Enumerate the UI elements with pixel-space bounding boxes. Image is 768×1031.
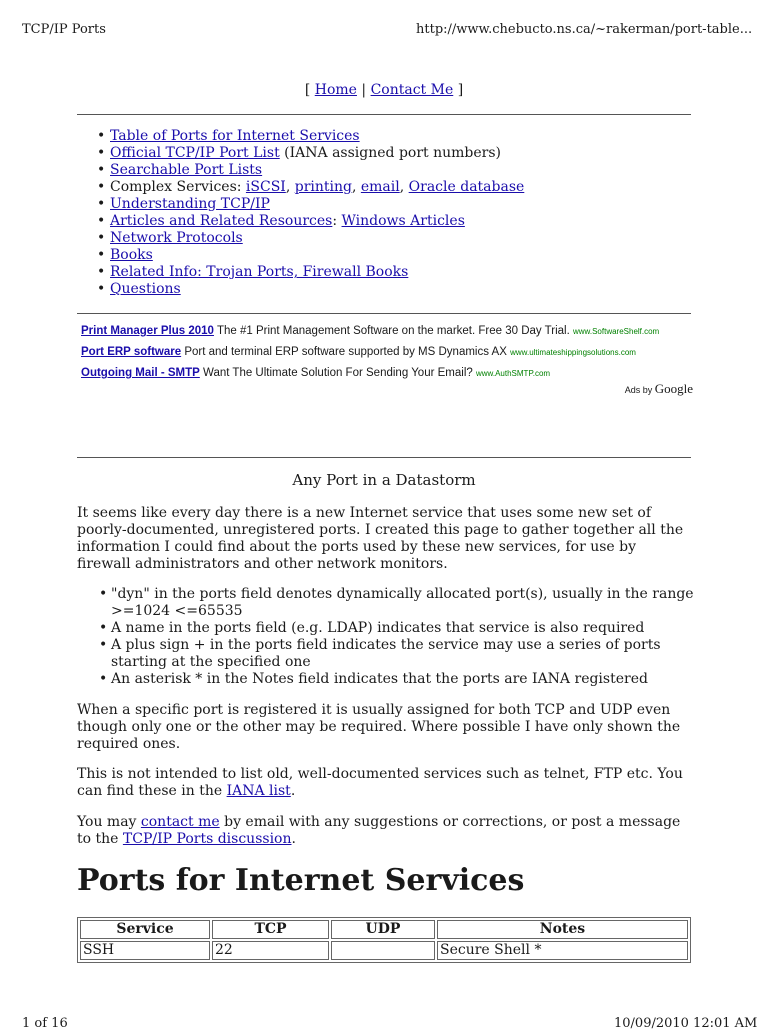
table-of-contents bbox=[94, 128, 524, 298]
toc-separator: , bbox=[399, 179, 409, 195]
ad-text: Port and terminal ERP software supported by MS Dynamics AX bbox=[181, 346, 511, 358]
contact-text: by email with any suggestions or corrections, or post a message to the bbox=[77, 814, 681, 847]
ad-title-link[interactable]: Outgoing Mail - SMTP bbox=[81, 367, 200, 379]
column-header-service: Service bbox=[80, 920, 210, 939]
toc-separator: : bbox=[332, 213, 342, 229]
toc-articles-link[interactable]: Articles and Related Resources bbox=[110, 213, 333, 229]
list-item: • A plus sign + in the ports field indicates the service may use a series of ports starting at the specified one bbox=[111, 637, 711, 671]
google-logo: Google bbox=[654, 381, 693, 396]
toc-separator: , bbox=[351, 179, 361, 195]
toc-iscsi-link[interactable]: iSCSI bbox=[245, 179, 286, 195]
old-services-paragraph bbox=[77, 766, 693, 800]
list-item bbox=[110, 281, 524, 298]
cell-service: SSH bbox=[80, 941, 210, 960]
nav-separator: | bbox=[361, 82, 367, 98]
list-item bbox=[110, 264, 524, 281]
ads-by-google[interactable] bbox=[625, 381, 693, 397]
toc-searchable-lists-link[interactable]: Searchable Port Lists bbox=[110, 162, 263, 178]
toc-official-port-list-link[interactable]: Official TCP/IP Port List bbox=[110, 145, 280, 161]
ad-text: The #1 Print Management Software on the market. Free 30 Day Trial. bbox=[213, 325, 573, 337]
nav-close-bracket: ] bbox=[457, 82, 464, 98]
ad-url-link[interactable]: www.SoftwareShelf.com bbox=[572, 327, 660, 336]
contact-me-link[interactable]: Contact Me bbox=[370, 82, 454, 98]
list-item: • A name in the ports field (e.g. LDAP) indicates that service is also required bbox=[111, 620, 711, 637]
top-nav bbox=[0, 82, 768, 98]
notes-list bbox=[99, 586, 711, 688]
divider-main bbox=[77, 457, 691, 458]
cell-tcp: 22 bbox=[212, 941, 329, 960]
toc-separator: , bbox=[285, 179, 295, 195]
toc-books-link[interactable]: Books bbox=[110, 247, 153, 263]
list-item bbox=[110, 128, 524, 145]
ad-block bbox=[81, 323, 693, 386]
ad-row bbox=[81, 323, 693, 344]
divider-top bbox=[77, 114, 691, 115]
list-item bbox=[110, 230, 524, 247]
nav-open-bracket: [ bbox=[304, 82, 311, 98]
toc-ports-table-link[interactable]: Table of Ports for Internet Services bbox=[110, 128, 360, 144]
home-link[interactable]: Home bbox=[314, 82, 357, 98]
page-heading: Ports for Internet Services bbox=[77, 863, 525, 898]
ports-table bbox=[77, 917, 691, 963]
iana-list-link[interactable]: IANA list bbox=[226, 783, 291, 799]
toc-understanding-tcpip-link[interactable]: Understanding TCP/IP bbox=[110, 196, 270, 212]
list-item bbox=[110, 145, 524, 162]
ad-url-link[interactable]: www.ultimateshippingsolutions.com bbox=[510, 348, 636, 357]
toc-oracle-link[interactable]: Oracle database bbox=[408, 179, 525, 195]
list-item: • An asterisk * in the Notes field indicates that the ports are IANA registered bbox=[111, 671, 711, 688]
toc-complex-services-label: Complex Services: bbox=[110, 179, 246, 195]
intro-paragraph: It seems like every day there is a new Internet service that uses some new set of poorly-documented, unregistered ports. I created this page to gather together all the information I could find about the ports used by these new services, for use by firewall administrators and other network monitors. bbox=[77, 505, 684, 572]
toc-questions-link[interactable]: Questions bbox=[110, 281, 181, 297]
contact-paragraph bbox=[77, 814, 693, 848]
section-title: Any Port in a Datastorm bbox=[292, 471, 476, 489]
contact-text: You may bbox=[77, 814, 141, 830]
period: . bbox=[291, 831, 296, 847]
ad-title-link[interactable]: Port ERP software bbox=[81, 346, 182, 358]
toc-email-link[interactable]: email bbox=[360, 179, 400, 195]
toc-printing-link[interactable]: printing bbox=[294, 179, 352, 195]
list-item bbox=[110, 196, 524, 213]
ad-text: Want The Ultimate Solution For Sending Your Email? bbox=[199, 367, 476, 379]
table-header-row bbox=[80, 920, 688, 939]
toc-iana-note: (IANA assigned port numbers) bbox=[279, 145, 502, 161]
period: . bbox=[290, 783, 296, 799]
ad-row bbox=[81, 365, 693, 386]
list-item bbox=[110, 213, 524, 230]
ad-title-link[interactable]: Print Manager Plus 2010 bbox=[81, 325, 214, 337]
print-header-title: TCP/IP Ports bbox=[22, 22, 106, 37]
toc-network-protocols-link[interactable]: Network Protocols bbox=[110, 230, 243, 246]
ad-row bbox=[81, 344, 693, 365]
column-header-tcp: TCP bbox=[212, 920, 329, 939]
list-item: • "dyn" in the ports field denotes dynamically allocated port(s), usually in the range >=1024 <=65535 bbox=[111, 586, 711, 620]
divider-ads bbox=[77, 313, 691, 314]
list-item bbox=[110, 247, 524, 264]
old-services-text: This is not intended to list old, well-documented services such as telnet, FTP etc. You can find these in the bbox=[77, 766, 683, 799]
print-header-url: http://www.chebucto.ns.ca/~rakerman/port-table... bbox=[416, 22, 753, 37]
page-counter: 1 of 16 bbox=[22, 1016, 68, 1031]
column-header-udp: UDP bbox=[331, 920, 435, 939]
ad-url-link[interactable]: www.AuthSMTP.com bbox=[475, 369, 551, 378]
contact-me-inline-link[interactable]: contact me bbox=[140, 814, 220, 830]
list-item bbox=[110, 179, 524, 196]
toc-windows-articles-link[interactable]: Windows Articles bbox=[341, 213, 465, 229]
ads-by-label: Ads by bbox=[624, 385, 655, 395]
print-timestamp: 10/09/2010 12:01 AM bbox=[614, 1016, 758, 1031]
discussion-link[interactable]: TCP/IP Ports discussion bbox=[122, 831, 292, 847]
registered-paragraph: When a specific port is registered it is usually assigned for both TCP and UDP even though only one or the other may be required. Where possible I have only shown the required ones. bbox=[77, 702, 681, 752]
cell-udp bbox=[331, 941, 435, 960]
table-row bbox=[80, 941, 688, 960]
cell-notes: Secure Shell * bbox=[437, 941, 688, 960]
column-header-notes: Notes bbox=[437, 920, 688, 939]
list-item bbox=[110, 162, 524, 179]
toc-related-info-link[interactable]: Related Info: Trojan Ports, Firewall Books bbox=[110, 264, 409, 280]
